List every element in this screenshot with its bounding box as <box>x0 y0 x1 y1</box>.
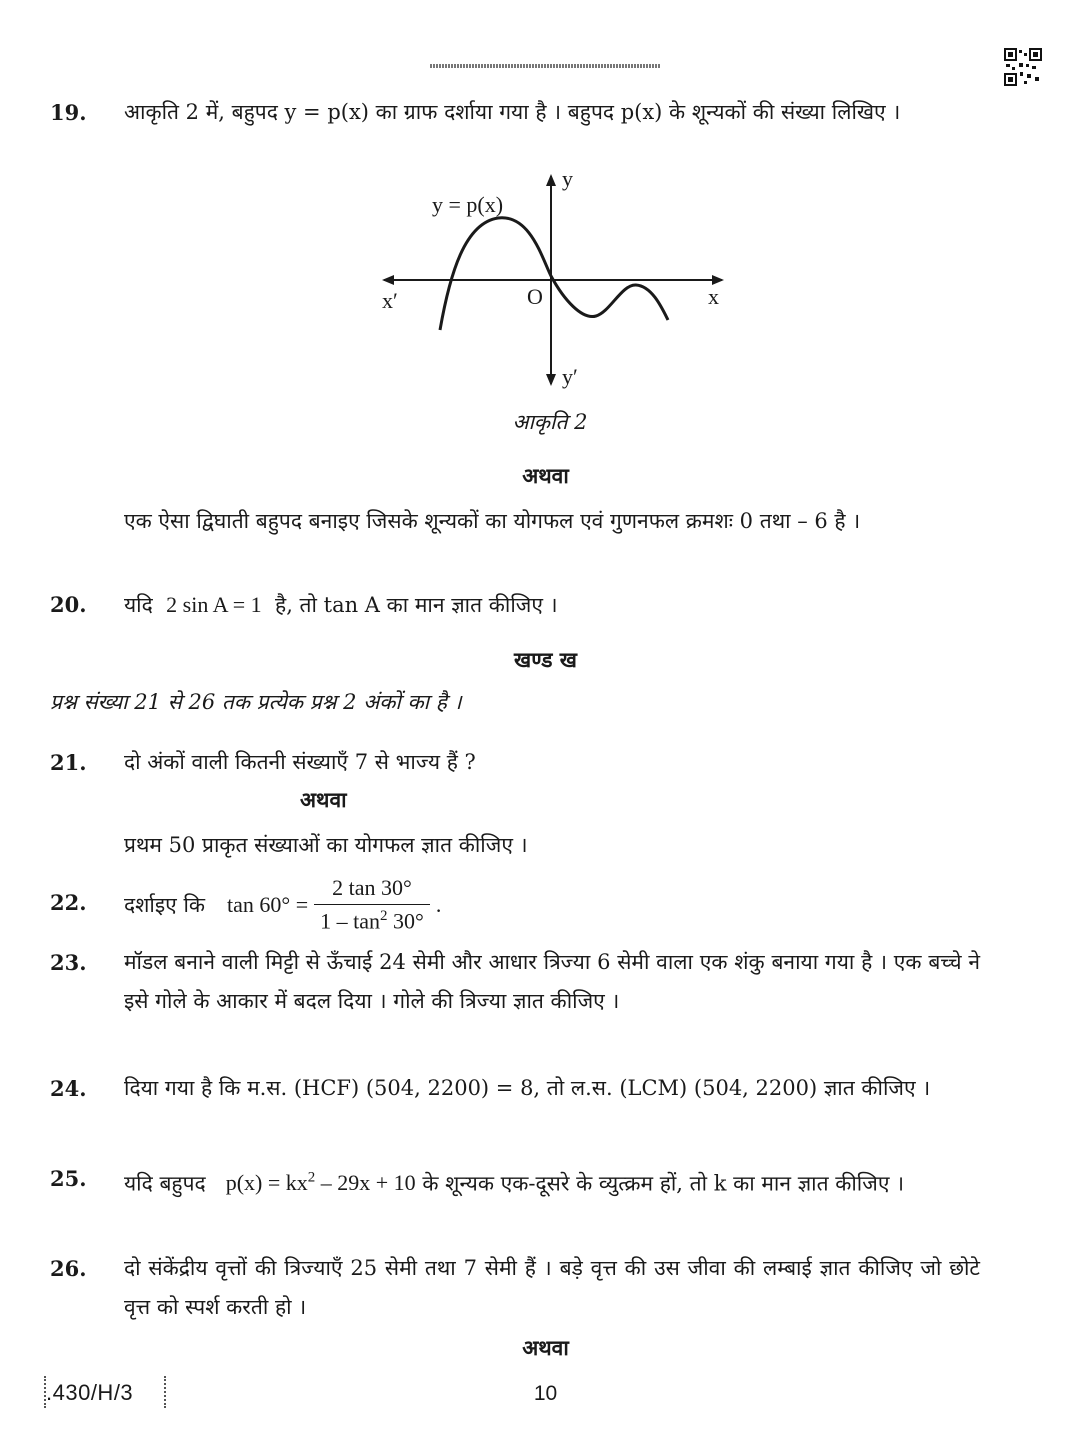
or-label: अथवा <box>300 787 347 812</box>
denominator-base: 1 – tan <box>320 908 381 934</box>
fraction <box>314 875 430 934</box>
x-axis-left-arrow-icon <box>382 275 394 285</box>
y-axis-down-arrow-icon <box>546 374 556 386</box>
question-number: 21. <box>50 750 87 775</box>
or-label: अथवा <box>522 1335 569 1360</box>
curve-label: y = p(x) <box>432 192 504 217</box>
origin-label: O <box>527 284 543 309</box>
polynomial-exponent: 2 <box>307 1170 316 1186</box>
question-alt-text: एक ऐसा द्विघाती बहुपद बनाइए जिसके शून्यकों का योगफल एवं गुणनफल क्रमशः 0 तथा – 6 है । <box>124 509 861 533</box>
question-number: 22. <box>50 890 87 915</box>
question-number: 26. <box>50 1256 87 1281</box>
fraction-numerator: 2 tan 30° <box>314 875 430 905</box>
sentence-period: . <box>435 892 442 917</box>
page-number: 10 <box>533 1382 558 1405</box>
question-text: मॉडल बनाने वाली मिट्टी से ऊँचाई 24 सेमी और आधार त्रिज्या 6 सेमी वाला एक शंकु बनाया गया है । एक बच्चे ने इसे गोले के आकार में बदल दिया । गोले की त्रिज्या ज्ञात कीजिए । <box>124 950 980 1013</box>
question-text-suffix: के शून्यक एक-दूसरे के व्युत्क्रम हों, तो k का मान ज्ञात कीजिए । <box>422 1171 905 1196</box>
question-number: 23. <box>50 950 87 975</box>
question-number: 19. <box>50 100 87 125</box>
question-text-prefix: दर्शाइए कि <box>124 893 206 917</box>
denominator-exponent: 2 <box>380 908 388 925</box>
polynomial-graph-figure <box>370 168 740 398</box>
question-text: दो अंकों वाली कितनी संख्याएँ 7 से भाज्य हैं ? <box>124 750 476 774</box>
polynomial-part-b: – 29x + 10 <box>315 1170 416 1196</box>
figure-caption: आकृति 2 <box>512 410 588 434</box>
polynomial-expression <box>226 1170 416 1195</box>
equation: 2 sin A = 1 <box>166 592 262 617</box>
question-text: दो संकेंद्रीय वृत्तों की त्रिज्याएँ 25 सेमी तथा 7 सेमी हैं । बड़े वृत्त की उस जीवा की लम्बाई ज्ञात कीजिए जो छोटे वृत्त को स्पर्श करती हो । <box>124 1256 980 1319</box>
qr-code-icon <box>1004 48 1042 86</box>
section-title: खण्ड ख <box>514 647 577 672</box>
question-alt-text: प्रथम 50 प्राकृत संख्याओं का योगफल ज्ञात कीजिए । <box>124 833 528 857</box>
polynomial-part-a: p(x) = kx <box>225 1170 308 1196</box>
fraction-denominator <box>314 905 430 934</box>
paper-code: .430/H/3 <box>46 1380 134 1405</box>
header-watermark-strip <box>430 64 660 68</box>
or-label: अथवा <box>522 463 569 488</box>
question-text: दिया गया है कि म.स. (HCF) (504, 2200) = 8, तो ल.स. (LCM) (504, 2200) ज्ञात कीजिए । <box>124 1076 931 1100</box>
question-text-suffix: है, तो tan A का मान ज्ञात कीजिए । <box>275 593 558 617</box>
y-axis-up-arrow-icon <box>546 174 556 186</box>
question-text <box>124 585 980 625</box>
question-text: आकृति 2 में, बहुपद y = p(x) का ग्राफ दर्शाया गया है । बहुपद p(x) के शून्यकों की संख्या लिखिए । <box>124 100 901 124</box>
question-number: 25. <box>50 1166 87 1191</box>
x-axis-label: x <box>708 284 719 309</box>
equation-lhs: tan 60° = <box>227 892 309 917</box>
polynomial-curve <box>440 218 668 330</box>
question-text-prefix: यदि <box>124 593 153 617</box>
y-axis-label: y <box>562 168 573 191</box>
question-text <box>124 868 441 942</box>
question-text <box>124 1159 980 1203</box>
question-text-prefix: यदि बहुपद <box>124 1171 206 1196</box>
y-neg-axis-label: y′ <box>562 364 578 389</box>
denominator-tail: 30° <box>387 908 424 934</box>
question-number: 20. <box>50 592 87 617</box>
section-instruction: प्रश्न संख्या 21 से 26 तक प्रत्येक प्रश्न 2 अंकों का है । <box>50 690 462 714</box>
question-number: 24. <box>50 1076 87 1101</box>
x-neg-axis-label: x′ <box>382 288 398 313</box>
